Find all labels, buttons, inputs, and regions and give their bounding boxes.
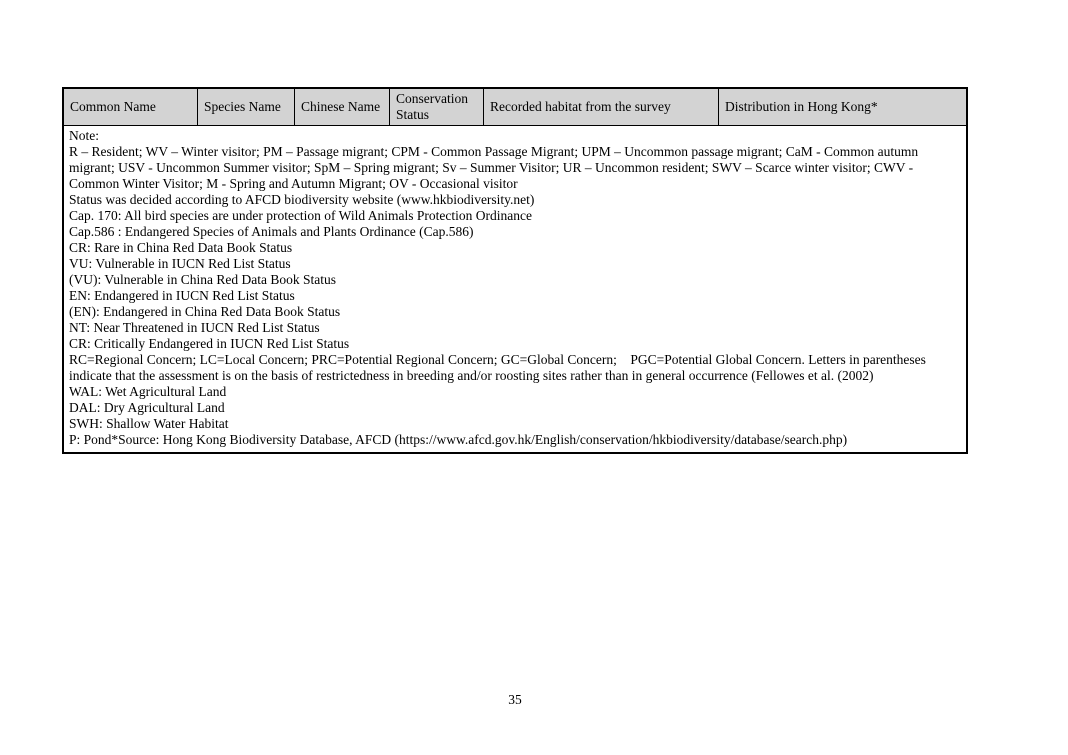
note-line-cap586: Cap.586 : Endangered Species of Animals and Plants Ordinance (Cap.586) — [69, 224, 474, 239]
note-line-cr-rare: CR: Rare in China Red Data Book Status — [69, 240, 293, 255]
note-line-pond-source: P: Pond*Source: Hong Kong Biodiversity Database, AFCD (https://www.afcd.gov.hk/English/conservation/hkbiodiversity/database/search.php) — [69, 432, 848, 447]
note-line-en-china: (EN): Endangered in China Red Data Book Status — [69, 304, 341, 319]
note-line-nt-iucn: NT: Near Threatened in IUCN Red List Status — [69, 320, 320, 335]
header-common-name: Common Name — [64, 89, 198, 125]
note-line-vu-china: (VU): Vulnerable in China Red Data Book Status — [69, 272, 337, 287]
note-line-cap170: Cap. 170: All bird species are under protection of Wild Animals Protection Ordinance — [69, 208, 532, 223]
note-line-vu-iucn: VU: Vulnerable in IUCN Red List Status — [69, 256, 291, 271]
table-header-row — [64, 89, 966, 126]
note-line-en-iucn: EN: Endangered in IUCN Red List Status — [69, 288, 295, 303]
note-line-concern-codes: RC=Regional Concern; LC=Local Concern; PRC=Potential Regional Concern; GC=Global Concern; PGC=Potential Global Concern. Letters in parentheses indicate that the assessment is on the basis of restrictedness in breeding and/or roosting sites rather than in general occurrence (Fellowes et al. (2002) — [69, 352, 930, 383]
header-conservation-status: Conservation Status — [390, 89, 484, 125]
header-distribution-hk: Distribution in Hong Kong* — [725, 99, 878, 114]
species-notes-table — [62, 87, 968, 454]
note-line-dal: DAL: Dry Agricultural Land — [69, 400, 225, 415]
note-line-status-codes: R – Resident; WV – Winter visitor; PM – Passage migrant; CPM - Common Passage Migrant; UPM – Uncommon passage migrant; CaM - Common autumn migrant; USV - Uncommon Summer visitor; SpM – Spring migrant; Sv – Summer Visitor; UR – Uncommon resident; SWV – Scarce winter visitor; CWV - Common Winter Visitor; M - Spring and Autumn Migrant; OV - Occasional visitor — [69, 144, 922, 191]
table-note-cell — [64, 126, 966, 452]
header-species-name: Species Name — [198, 89, 295, 125]
note-line-cr-iucn: CR: Critically Endangered in IUCN Red List Status — [69, 336, 350, 351]
page-number: 35 — [508, 692, 522, 707]
header-recorded-habitat: Recorded habitat from the survey — [484, 89, 719, 125]
note-label: Note: — [69, 128, 99, 143]
note-line-afcd-website: Status was decided according to AFCD biodiversity website (www.hkbiodiversity.net) — [69, 192, 535, 207]
note-line-wal: WAL: Wet Agricultural Land — [69, 384, 227, 399]
header-chinese-name: Chinese Name — [295, 89, 390, 125]
note-line-swh: SWH: Shallow Water Habitat — [69, 416, 229, 431]
